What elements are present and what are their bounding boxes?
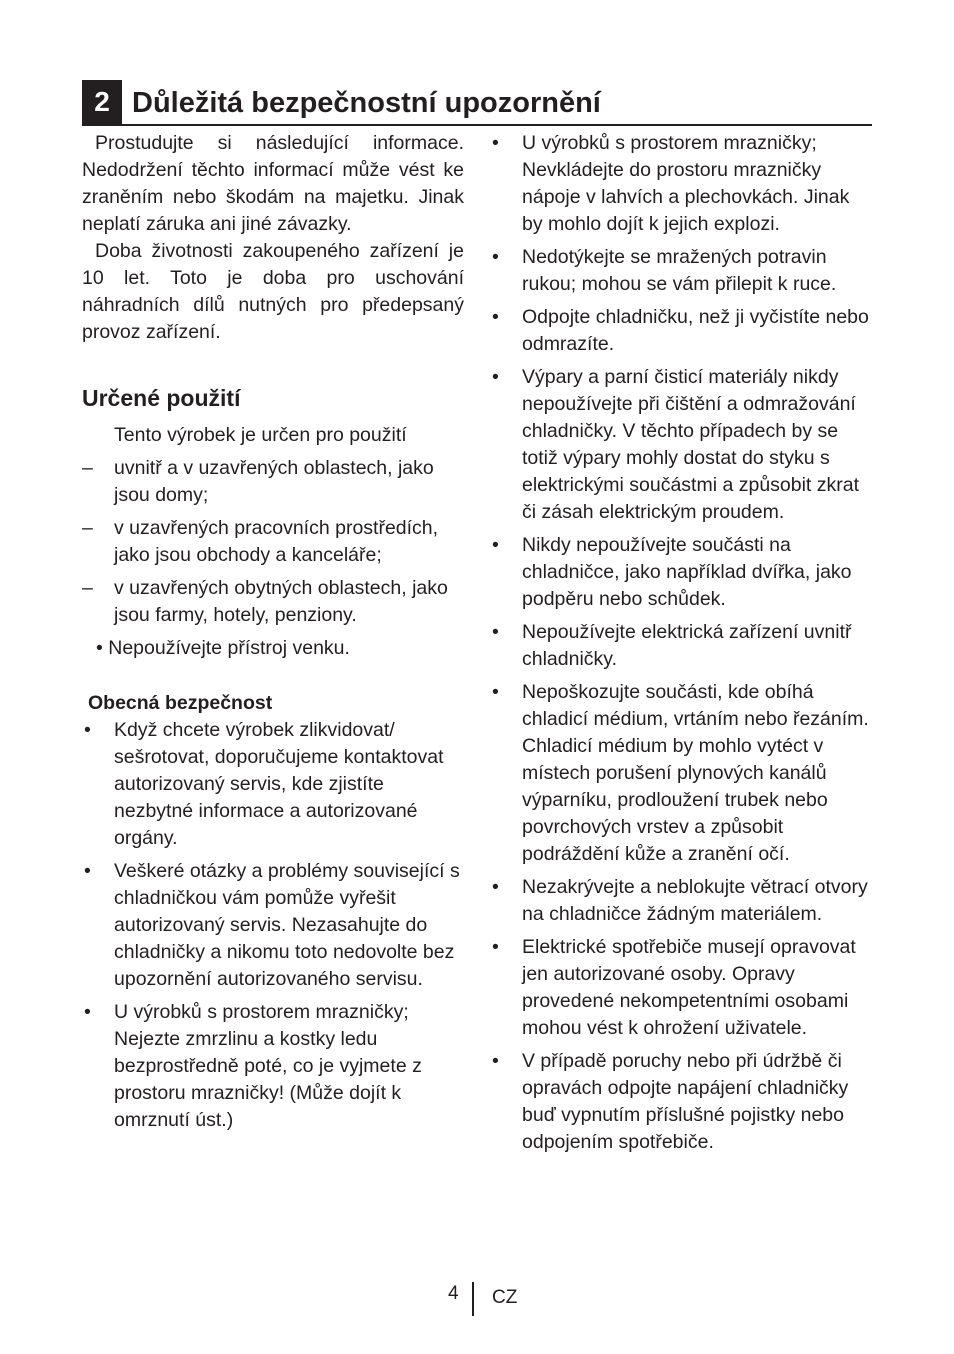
list-item [82,575,464,629]
bullet-marker: • [492,366,499,388]
list-item [82,717,464,852]
list-item-text: Elektrické spotřebiče musejí opravovat jen autorizované osoby. Opravy provedené nekompetentními osobami mohou vést k ohrožení uživatele. [522,936,856,1039]
list-item-text: Výpary a parní čisticí materiály nikdy nepoužívejte při čištění a odmražování chladničky. V těchto případech by se totiž výpary mohly dostat do styku s elektrickými součástmi a způsobit zkrat či zásah elektrickým proudem. [522,366,860,523]
list-item [490,934,874,1042]
list-item-text: U výrobků s prostorem mrazničky; Nejezte zmrzlinu a kostky ledu bezprostředně poté, co je vyjmete z prostoru mrazničky! (Může dojít k omrznutí úst.) [114,1001,422,1131]
list-item-text: v uzavřených obytných oblastech, jako jsou farmy, hotely, penziony. [114,577,448,626]
list-item-text: Nezakrývejte a neblokujte větrací otvory na chladničce žádným materiálem. [522,876,868,925]
safety-list [490,130,874,1156]
general-safety-heading: Obecná bezpečnost [88,692,273,714]
list-item-text: Odpojte chladničku, než ji vyčistíte nebo odmrazíte. [522,306,869,355]
list-item [82,455,464,509]
intended-use-intro: Tento výrobek je určen pro použití [114,424,407,446]
list-item [490,679,874,868]
bullet-marker: • [492,1050,499,1072]
bullet-marker: • [492,132,499,154]
list-item-text: V případě poruchy nebo při údržbě či opravách odpojte napájení chladničky buď vypnutím příslušné pojistky nebo odpojením spotřebiče. [522,1050,849,1153]
list-item [490,874,874,928]
list-item [490,244,874,298]
intro-paragraph: Prostudujte si následující informace. Nedodržení těchto informací může vést ke zraněním nebo škodám na majetku. Jinak neplatí záruka ani jiné závazky. [82,132,464,235]
bullet-marker: • [492,534,499,556]
list-item-text: Když chcete výrobek zlikvidovat/ sešrotovat, doporučujeme kontaktovat autorizovaný servis, kde zjistíte nezbytné informace a autorizované orgány. [114,719,444,849]
list-item-text: Nepoškozujte součásti, kde obíhá chladicí médium, vrtáním nebo řezáním. Chladicí médium by mohlo vytéct v místech porušení plynových kanálů výparníku, prodloužení trubek nebo povrchových vrstev a způsobit podráždění kůže a zranění očí. [522,681,869,865]
chapter-title: Důležitá bezpečnostní upozornění [132,87,601,119]
general-safety-list [82,717,464,1134]
list-item [490,619,874,673]
list-item-text: Nepoužívejte elektrická zařízení uvnitř chladničky. [522,621,852,670]
intended-use-heading: Určené použití [82,385,241,411]
list-item [490,130,874,238]
outdoor-warning: • Nepoužívejte přístroj venku. [96,637,350,659]
list-item-text: U výrobků s prostorem mrazničky; Nevkládejte do prostoru mrazničky nápoje v lahvích a plechovkách. Jinak by mohlo dojít k jejich explozi. [522,132,850,235]
list-item-text: uvnitř a v uzavřených oblastech, jako jsou domy; [114,457,434,506]
footer-divider [472,1282,474,1316]
dash-marker: – [82,517,93,539]
right-column [490,130,874,1162]
bullet-marker: • [492,936,499,958]
bullet-marker: • [492,681,499,703]
bullet-marker: • [84,719,91,741]
list-item [82,999,464,1134]
list-item-text: v uzavřených pracovních prostředích, jako jsou obchody a kanceláře; [114,517,439,566]
intro-paragraph: Doba životnosti zakoupeného zařízení je 10 let. Toto je doba pro uschování náhradních dílů nutných pro předepsaný provoz zařízení. [82,240,464,343]
list-item [490,304,874,358]
intended-use-list [82,455,464,629]
bullet-marker: • [492,306,499,328]
bullet-marker: • [492,621,499,643]
list-item [82,858,464,993]
bullet-marker: • [492,876,499,898]
list-item-text: Veškeré otázky a problémy související s chladničkou vám pomůže vyřešit autorizovaný servis. Nezasahujte do chladničky a nikomu toto nedovolte bez upozornění autorizovaného servisu. [114,860,460,990]
bullet-marker: • [84,860,91,882]
left-column [82,130,464,1140]
list-item [490,1048,874,1156]
chapter-header [82,80,872,126]
dash-marker: – [82,577,93,599]
bullet-marker: • [492,246,499,268]
list-item-text: Nedotýkejte se mražených potravin rukou; mohou se vám přilepit k ruce. [522,246,837,295]
language-code: CZ [492,1287,518,1308]
list-item [490,532,874,613]
dash-marker: – [82,457,93,479]
page-number: 4 [448,1283,459,1304]
bullet-marker: • [84,1001,91,1023]
chapter-number-badge: 2 [82,80,122,124]
list-item [82,515,464,569]
list-item [490,364,874,526]
list-item-text: Nikdy nepoužívejte součásti na chladničce, jako například dvířka, jako podpěru nebo schůdek. [522,534,852,610]
